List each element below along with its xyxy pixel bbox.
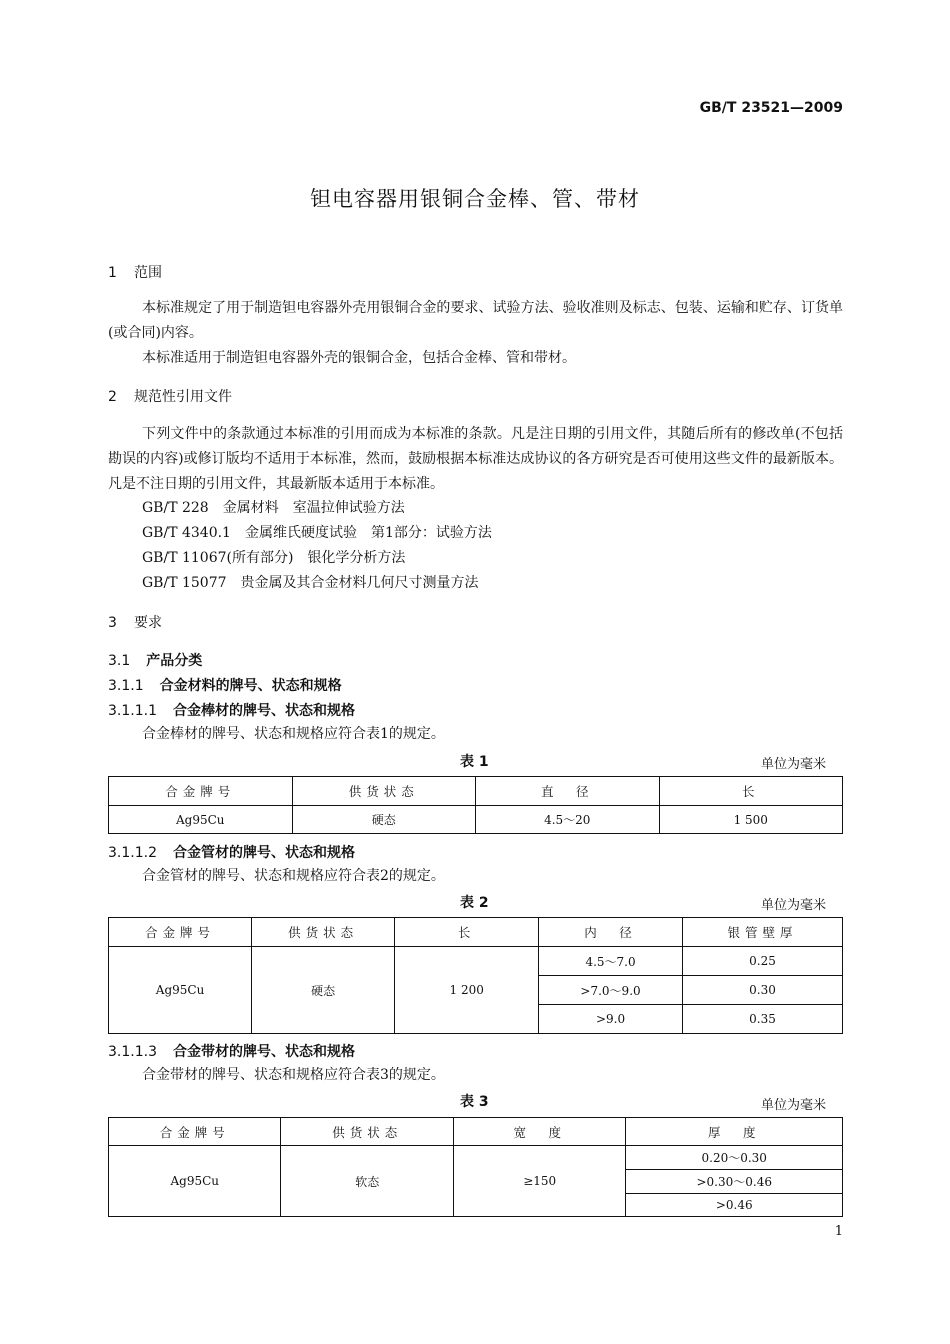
table-cell: 0.35: [682, 1005, 842, 1034]
table-header-cell: 合金牌号: [109, 1118, 281, 1146]
subsection-heading: [108, 1041, 355, 1061]
table-cell: 0.30: [682, 976, 842, 1005]
table-2-caption: 表 2: [460, 895, 489, 911]
reference-title: 金属维氏硬度试验 第1部分：试验方法: [244, 525, 492, 541]
table-header-row: [109, 777, 843, 806]
table-cell: 0.20～0.30: [626, 1146, 843, 1170]
table-cell: 1 200: [395, 947, 539, 1034]
reference-item: [142, 497, 405, 517]
unit-note: 单位为毫米: [760, 757, 826, 772]
table-cell: Ag95Cu: [109, 1146, 281, 1217]
section-title: 合金棒材的牌号、状态和规格: [172, 703, 355, 719]
section-1-heading: [108, 262, 162, 282]
reference-code: GB/T 15077: [142, 575, 227, 591]
table-cell: >0.30～0.46: [626, 1170, 843, 1194]
section-3-heading: [108, 612, 162, 632]
table-row: [109, 947, 843, 976]
section-number: 3.1.1.2: [108, 845, 157, 861]
table-row: [109, 806, 843, 834]
document-title: 钽电容器用银铜合金棒、管、带材: [310, 187, 640, 211]
section-number: 3.1.1: [108, 678, 144, 694]
table-header-row: [109, 918, 843, 947]
table-cell: 硬态: [252, 947, 395, 1034]
table-cell: 4.5～7.0: [539, 947, 683, 976]
page-number: 1: [834, 1224, 843, 1239]
section-number: 3.1: [108, 653, 131, 669]
table-header-cell: 供货状态: [252, 918, 395, 947]
standard-code: GB/T 23521—2009: [699, 100, 843, 116]
table-cell: >0.46: [626, 1194, 843, 1217]
table-header-cell: 内 径: [539, 918, 683, 947]
table-cell: 0.25: [682, 947, 842, 976]
table-cell: Ag95Cu: [109, 947, 252, 1034]
section-1-paragraph-2: 本标准适用于制造钽电容器外壳的银铜合金，包括合金棒、管和带材。: [142, 350, 576, 366]
table-cell: 硬态: [292, 806, 476, 834]
section-title: 要求: [134, 615, 162, 631]
reference-code: GB/T 228: [142, 500, 209, 516]
reference-item: [142, 547, 405, 567]
table-1-caption: 表 1: [460, 754, 489, 770]
table-cell: >7.0～9.0: [539, 976, 683, 1005]
table-header-cell: 合金牌号: [109, 918, 252, 947]
table-header-cell: 直 径: [476, 777, 660, 806]
table-row: [109, 1146, 843, 1170]
reference-item: [142, 572, 479, 592]
clause-text: 合金棒材的牌号、状态和规格应符合表1的规定。: [142, 726, 445, 742]
table-cell: 软态: [281, 1146, 453, 1217]
table-1: [108, 776, 843, 834]
clause-text: 合金带材的牌号、状态和规格应符合表3的规定。: [142, 1067, 445, 1083]
unit-note: 单位为毫米: [760, 1098, 826, 1113]
table-cell: Ag95Cu: [109, 806, 293, 834]
section-number: 2: [108, 389, 117, 405]
section-2-heading: [108, 386, 232, 406]
table-header-cell: 银管壁厚: [682, 918, 842, 947]
unit-note: 单位为毫米: [760, 898, 826, 913]
subsection-heading: [108, 650, 202, 670]
table-header-cell: 长: [659, 777, 843, 806]
subsection-heading: [108, 700, 355, 720]
table-cell: 4.5～20: [476, 806, 660, 834]
section-title: 合金带材的牌号、状态和规格: [172, 1044, 355, 1060]
section-2-paragraph: 下列文件中的条款通过本标准的引用而成为本标准的条款。凡是注日期的引用文件，其随后所有的修改单(不包括勘误的内容)或修订版均不适用于本标准，然而，鼓励根据本标准达成协议的各方研究是否可使用这些文件的最新版本。凡是不注日期的引用文件，其最新版本适用于本标准。: [108, 426, 843, 492]
table-header-cell: 合金牌号: [109, 777, 293, 806]
section-title: 合金管材的牌号、状态和规格: [172, 845, 355, 861]
reference-code: GB/T 11067(所有部分): [142, 550, 294, 566]
table-3-caption: 表 3: [460, 1094, 489, 1110]
table-2: [108, 917, 843, 1034]
section-number: 1: [108, 265, 117, 281]
section-number: 3: [108, 615, 117, 631]
section-number: 3.1.1.1: [108, 703, 157, 719]
reference-code: GB/T 4340.1: [142, 525, 231, 541]
table-header-cell: 供货状态: [281, 1118, 453, 1146]
clause-text: 合金管材的牌号、状态和规格应符合表2的规定。: [142, 868, 445, 884]
section-title: 范围: [134, 265, 162, 281]
table-header-row: [109, 1118, 843, 1146]
reference-title: 贵金属及其合金材料几何尺寸测量方法: [240, 575, 479, 591]
section-title: 规范性引用文件: [134, 389, 232, 405]
table-cell: 1 500: [659, 806, 843, 834]
subsection-heading: [108, 842, 355, 862]
section-title: 产品分类: [146, 653, 203, 669]
table-3: [108, 1117, 843, 1217]
table-cell: >9.0: [539, 1005, 683, 1034]
table-header-cell: 厚 度: [626, 1118, 843, 1146]
section-1-paragraph-1: 本标准规定了用于制造钽电容器外壳用银铜合金的要求、试验方法、验收准则及标志、包装、运输和贮存、订货单(或合同)内容。: [108, 300, 843, 341]
reference-title: 金属材料 室温拉伸试验方法: [222, 500, 405, 516]
table-header-cell: 长: [395, 918, 539, 947]
reference-title: 银化学分析方法: [307, 550, 406, 566]
table-header-cell: 供货状态: [292, 777, 476, 806]
reference-item: [142, 522, 492, 542]
table-cell: ≥150: [453, 1146, 625, 1217]
section-title: 合金材料的牌号、状态和规格: [159, 678, 342, 694]
subsection-heading: [108, 675, 342, 695]
table-header-cell: 宽 度: [453, 1118, 625, 1146]
section-number: 3.1.1.3: [108, 1044, 157, 1060]
